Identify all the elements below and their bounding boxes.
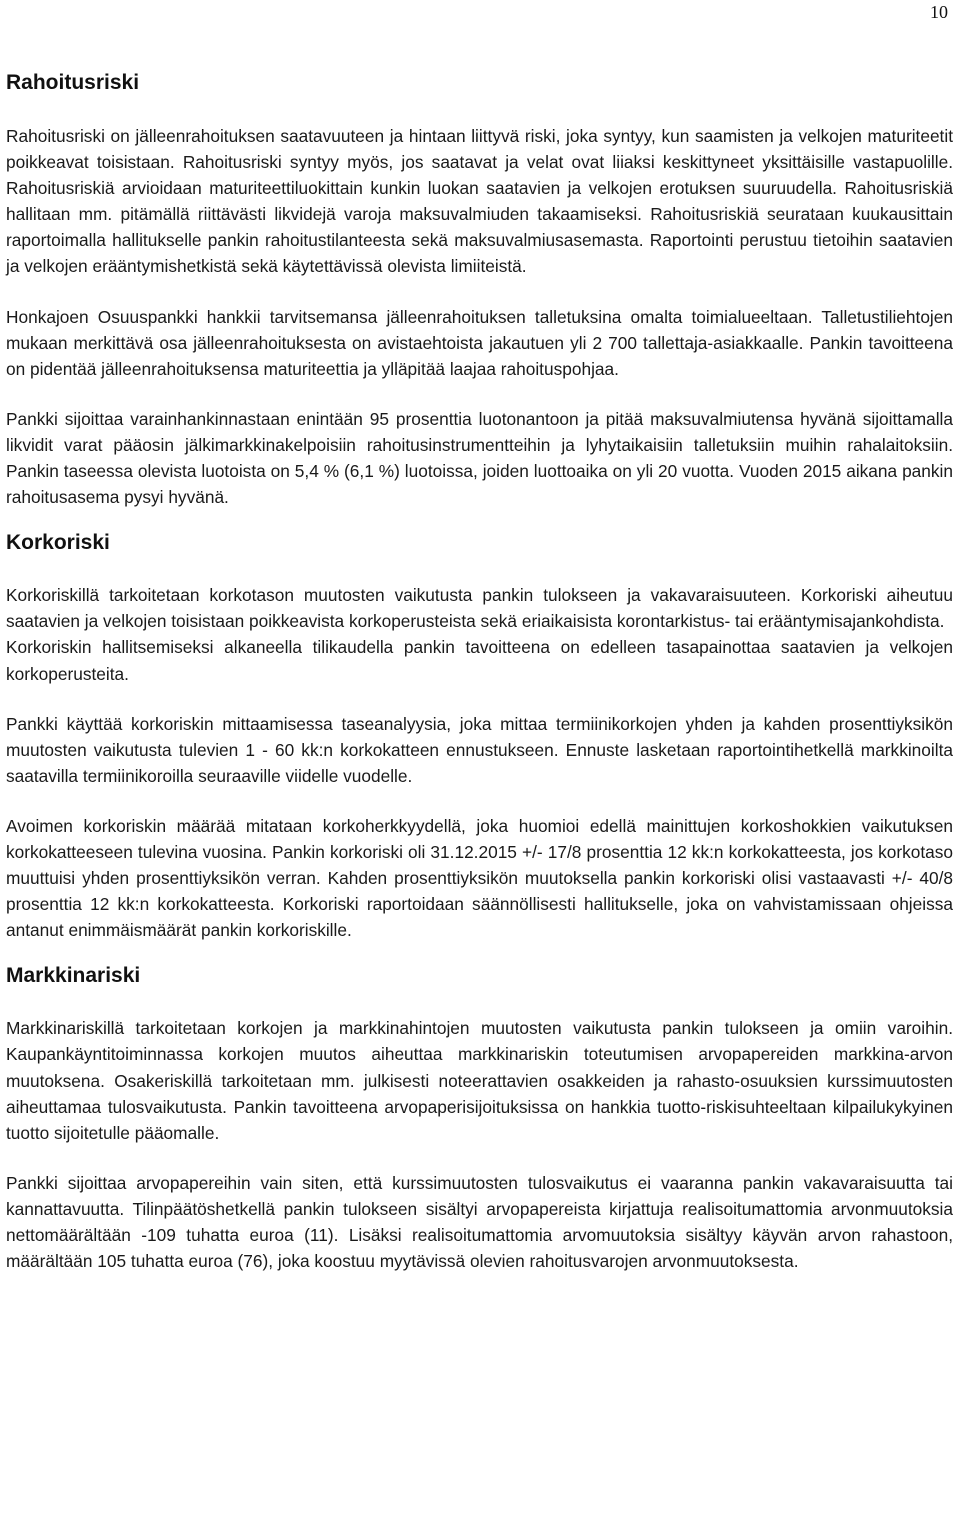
section-markkinariski xyxy=(6,959,953,1274)
paragraph: Markkinariskillä tarkoitetaan korkojen ja markkinahintojen muutosten vaikutusta pankin tulokseen ja omiin varoihin. Kaupankäyntitoiminnassa korkojen muutos aiheuttaa markkinariskin toteutumisen arvopapereiden markkina-arvon muutoksena. Osakeriskillä tarkoitetaan mm. julkisesti noteerattavien osakkeiden ja rahasto-osuuksien kurssimuutosten aiheuttamaa tulosvaikutusta. Pankin tavoitteena arvopaperisijoituksissa on hankkia tuotto-riskisuhteeltaan kilpailukykyinen tuotto sijoitetulle pääomalle. xyxy=(6,1018,953,1143)
paragraph: Korkoriskillä tarkoitetaan korkotason muutosten vaikutusta pankin tulokseen ja vakavaraisuuteen. Korkoriski aiheutuu saatavien ja velkojen toisistaan poikkeavista korkoperusteista sekä eriaikaisista korontarkistus- tai erääntymisajankohdista. xyxy=(6,585,953,632)
paragraph: Pankki sijoittaa arvopapereihin vain siten, että kurssimuutosten tulosvaikutus ei vaaranna pankin vakavaraisuutta tai kannattavuutta. Tilinpäätöshetkellä pankin tulokseen sisältyi arvopapereista kirjattuja realisoitumattomia arvonmuutoksia nettomäärältään -109 tuhatta euroa (11). Lisäksi realisoitumattomia arvomuutoksia sisältyy käyvän arvon rahastoon, määrältään 105 tuhatta euroa (76), joka koostuu myytävissä olevien rahoitusvarojen arvonmuutoksesta. xyxy=(6,1172,953,1272)
paragraph: Korkoriskin hallitsemiseksi alkaneella tilikaudella pankin tavoitteena on edelleen tasapainottaa saatavien ja velkojen korkoperusteita. xyxy=(6,637,953,684)
section-rahoitusriski xyxy=(6,66,953,510)
section-heading: Rahoitusriski xyxy=(6,71,140,94)
section-korkoriski xyxy=(6,526,953,943)
page-number: 10 xyxy=(930,2,948,22)
paragraph: Pankki käyttää korkoriskin mittaamisessa taseanalyysia, joka mittaa termiinikorkojen yhden ja kahden prosenttiyksikön muutosten vaikutusta tulevien 1 - 60 kk:n korkokatteen ennustukseen. Ennuste lasketaan raportointihetkellä markkinoilta saatavilla termiinikoroilla seuraaville viidelle vuodelle. xyxy=(6,713,953,786)
document-body xyxy=(6,66,953,1274)
paragraph: Pankki sijoittaa varainhankinnastaan enintään 95 prosenttia luotonantoon ja pitää maksuvalmiutensa hyvänä sijoittamalla likvidit varat pääosin jälkimarkkinakelpoisiin rahoitusinstrumentteihin ja lyhytaikaisiin talletuksiin muihin rahalaitoksiin. Pankin taseessa olevista luotoista on 5,4 % (6,1 %) luotoissa, joiden luottoaika on yli 20 vuotta. Vuoden 2015 aikana pankin rahoitusasema pysyi hyvänä. xyxy=(6,408,953,508)
paragraph: Rahoitusriski on jälleenrahoituksen saatavuuteen ja hintaan liittyvä riski, joka syntyy, kun saamisten ja velkojen maturiteetit poikkeavat toisistaan. Rahoitusriski syntyy myös, jos saatavat ja velat ovat liiaksi keskittyneet yksittäisille vastapuolille. Rahoitusriskiä arvioidaan maturiteettiluokittain kunkin luokan saatavien ja velkojen erotuksen suuruudella. Rahoitusriskiä hallitaan mm. pitämällä riittävästi likvidejä varoja maksuvalmiuden takaamiseksi. Rahoitusriskiä seurataan kuukausittain raportoimalla hallitukselle pankin rahoitustilanteesta sekä maksuvalmiusasemasta. Raportointi perustuu tietoihin saatavien ja velkojen erääntymishetkistä sekä käytettävissä olevista limiiteistä. xyxy=(6,126,953,277)
paragraph: Honkajoen Osuuspankki hankkii tarvitsemansa jälleenrahoituksen talletuksina omalta toimialueeltaan. Talletustiliehtojen mukaan merkittävä osa jälleenrahoituksesta on avistaehtoista jakautuen yli 2 700 tallettaja-asiakkaalle. Pankin tavoitteena on pidentää jälleenrahoituksensa maturiteettia ja ylläpitää laajaa rahoituspohjaa. xyxy=(6,306,953,379)
paragraph: Avoimen korkoriskin määrää mitataan korkoherkkyydellä, joka huomioi edellä mainittujen korkoshokkien vaikutuksen korkokatteeseen tulevina vuosina. Pankin korkoriski oli 31.12.2015 +/- 17/8 prosenttia 12 kk:n korkokatteesta, jos korkotaso muuttuisi yhden prosenttiyksikön verran. Kahden prosenttiyksikön muutoksella pankin korkoriski olisi vastaavasti +/- 40/8 prosenttia 12 kk:n korkokatteesta. Korkoriski raportoidaan säännöllisesti hallitukselle, joka on vahvistamissaan ohjeissa antanut enimmäismäärät pankin korkoriskille. xyxy=(6,815,953,941)
section-heading: Markkinariski xyxy=(6,964,141,988)
section-heading: Korkoriski xyxy=(6,531,110,555)
